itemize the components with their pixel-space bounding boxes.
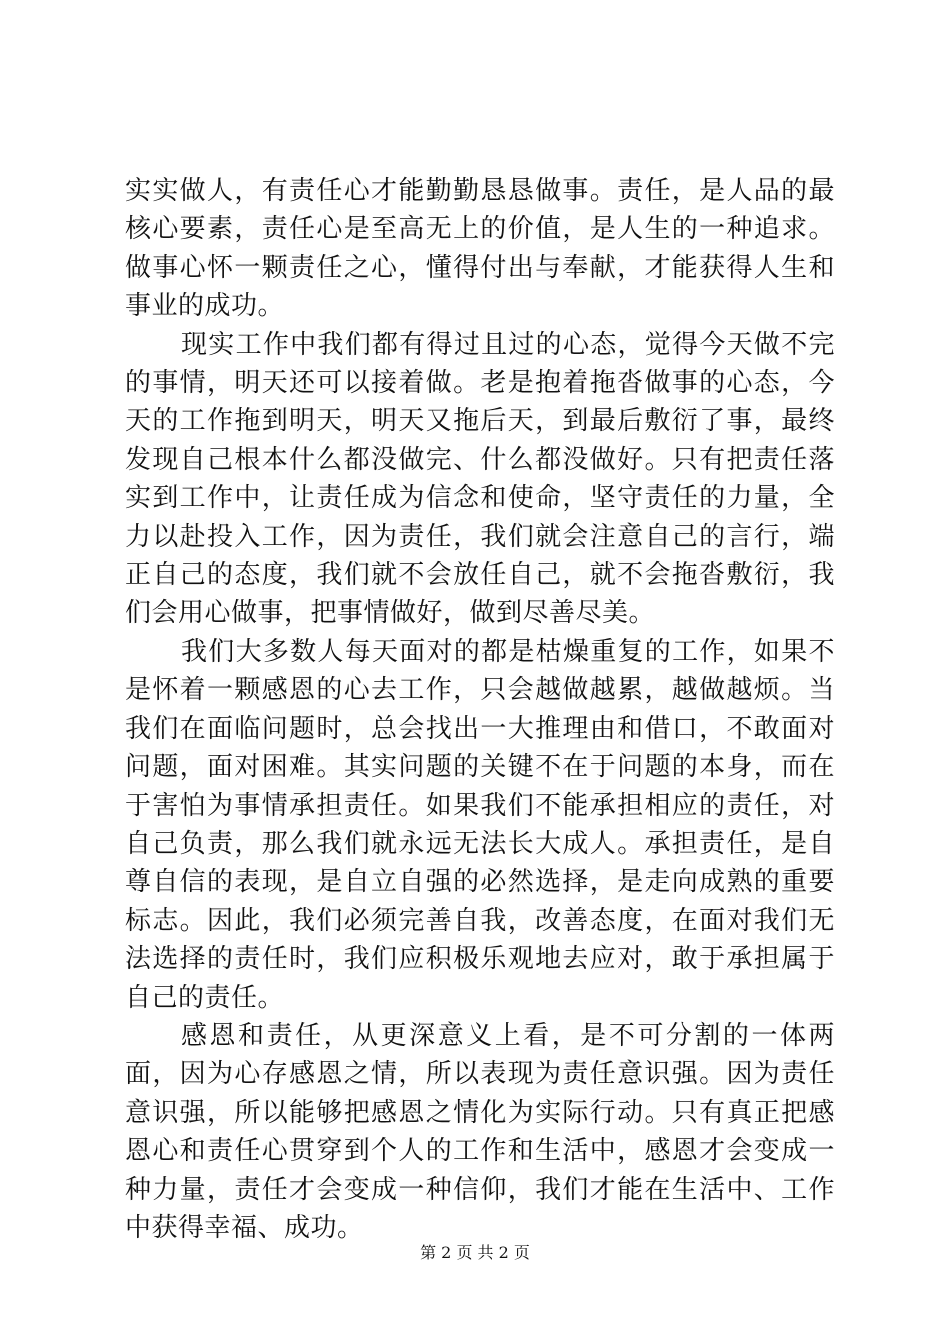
paragraph-3: 我们大多数人每天面对的都是枯燥重复的工作，如果不是怀着一颗感恩的心去工作，只会越做越累，越做越烦。当我们在面临问题时，总会找出一大推理由和借口，不敢面对问题，面对困难。其实问题的关键不在于问题的本身，而在于害怕为事情承担责任。如果我们不能承担相应的责任，对自己负责，那么我们就永远无法长大成人。承担责任，是自尊自信的表现，是自立自强的必然选择，是走向成熟的重要标志。因此，我们必须完善自我，改善态度，在面对我们无法选择的责任时，我们应积极乐观地去应对，敢于承担属于自己的责任。 [125, 636, 835, 1013]
page-footer [0, 1243, 950, 1263]
page-number-label: 第 2 页 共 2 页 [420, 1243, 530, 1262]
paragraph-4: 感恩和责任，从更深意义上看，是不可分割的一体两面，因为心存感恩之情，所以表现为责任意识强。因为责任意识强，所以能够把感恩之情化为实际行动。只有真正把感恩心和责任心贯穿到个人的工作和生活中，感恩才会变成一种力量，责任才会变成一种信仰，我们才能在生活中、工作中获得幸福、成功。 [125, 1020, 835, 1243]
paragraph-1: 实实做人，有责任心才能勤勤恳恳做事。责任，是人品的最核心要素，责任心是至高无上的价值，是人生的一种追求。做事心怀一颗责任之心，懂得付出与奉献，才能获得人生和事业的成功。 [125, 176, 835, 322]
document-body [125, 172, 835, 1247]
paragraph-2: 现实工作中我们都有得过且过的心态，觉得今天做不完的事情，明天还可以接着做。老是抱着拖沓做事的心态，今天的工作拖到明天，明天又拖后天，到最后敷衍了事，最终发现自己根本什么都没做完、什么都没做好。只有把责任落实到工作中，让责任成为信念和使命，坚守责任的力量，全力以赴投入工作，因为责任，我们就会注意自己的言行，端正自己的态度，我们就不会放任自己，就不会拖沓敷衍，我们会用心做事，把事情做好，做到尽善尽美。 [125, 329, 835, 629]
